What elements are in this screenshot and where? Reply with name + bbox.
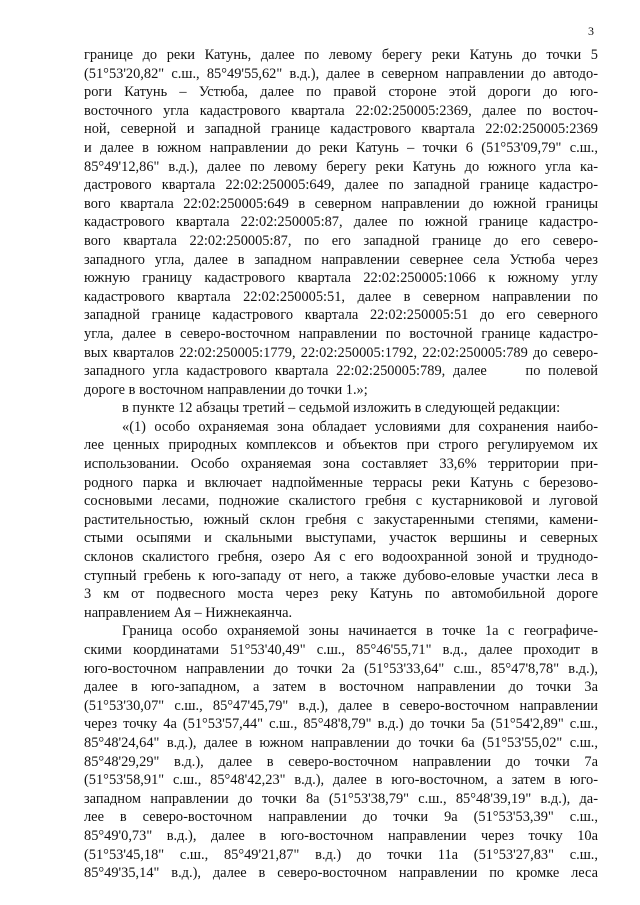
page-number: 3: [588, 24, 594, 38]
text-line: стыми осыпями и скальными выступами, участок вершины и северных: [84, 530, 598, 547]
text-line: вого квартала 22:02:250005:649 в северном направлении до южной границы: [84, 195, 598, 212]
text-line: угла, далее в северо-восточном направлении по восточной границе кадастро-: [84, 325, 598, 342]
text-line: растительностью, южный склон гребня с закустаренными степями, камени-: [84, 511, 598, 528]
text-line: границе до реки Катунь, далее по левому берегу реки Катунь до точки 5: [84, 47, 598, 63]
paragraph: [84, 399, 598, 418]
text-line: и далее в южном направлении до реки Катунь – точки 6 (51°53'09,79" с.ш.,: [84, 139, 598, 156]
text-line: дастрового квартала 22:02:250005:649, далее по западной границе кадастро-: [84, 177, 598, 194]
text-line: западного угла, далее в западном направлении севернее села Устюба через: [84, 251, 598, 268]
text-line: использовании. Особо охраняемая зона составляет 33,6% территории при-: [84, 456, 598, 473]
text-line: (51°53'58,91" с.ш., 85°48'42,23" в.д.), далее в юго-восточном, а затем в юго-: [84, 772, 598, 789]
text-line: (51°53'20,82" с.ш., 85°49'55,62" в.д.), далее в северном направлении до автодо-: [84, 65, 598, 82]
paragraph: [84, 622, 598, 882]
text-line: восточного угла кадастрового квартала 22:02:250005:2369, далее по восточ-: [84, 102, 598, 119]
document-body: [84, 46, 598, 883]
text-line: сосновыми лесами, подножие скалистого гребня с кустарниковой и луговой: [84, 493, 598, 510]
text-line: вых кварталов 22:02:250005:1779, 22:02:250005:1792, 22:02:250005:789 до северо-: [84, 344, 598, 361]
text-line: лее ценных природных комплексов и объектов при строго регулируемом их: [84, 437, 598, 454]
text-line: 85°49'0,73" в.д.), далее в юго-восточном направлении через точку 10а: [84, 827, 598, 844]
text-line: (51°53'45,18" с.ш., 85°49'21,87" в.д.) до точки 11а (51°53'27,83" с.ш.,: [84, 846, 598, 863]
text-line: 85°49'12,86" в.д.), далее по левому берегу реки Катунь до южного угла ка-: [84, 158, 598, 175]
text-line: (51°53'30,07" с.ш., 85°47'45,79" в.д.), далее в северо-восточном направлении: [84, 697, 598, 714]
text-line: 3 км от подвесного моста через реку Катунь по автомобильной дороге: [84, 586, 598, 603]
text-line: вого квартала 22:02:250005:87, по его западной границе до его северо-: [84, 232, 598, 249]
text-line: кадастрового квартала 22:02:250005:51, далее в северном направлении по: [84, 288, 598, 305]
text-line: западного угла кадастрового квартала 22:02:250005:789, далее по полевой: [84, 363, 598, 380]
text-line: роги Катунь – Устюба, далее по правой стороне этой дороги до юго-: [84, 84, 598, 101]
text-line: в пункте 12 абзацы третий – седьмой изложить в следующей редакции:: [122, 400, 561, 417]
text-line: лее в северо-восточном направлении до точки 9а (51°53'53,39" с.ш.,: [84, 809, 598, 826]
text-line: 85°49'35,14" в.д.), далее в северо-восточном направлении по кромке леса: [84, 865, 598, 882]
text-line: юго-восточном направлении до точки 2а (51°53'33,64" с.ш., 85°47'8,78" в.д.),: [84, 660, 598, 677]
text-line: ступный гребень к юго-западу от него, а также дубово-еловые участки леса в: [84, 567, 598, 584]
text-line: «(1) особо охраняемая зона обладает условиями для сохранения наибо-: [122, 418, 598, 435]
text-line: ной, северной и западной границе кадастрового квартала 22:02:250005:2369: [84, 121, 598, 138]
text-line: склонов скалистого гребня, озеро Ая с его водоохранной зоной и труднодо-: [84, 549, 598, 566]
text-line: родного парка и включает надпойменные террасы реки Катунь с березово-: [84, 474, 598, 491]
text-line: далее в юго-западном, а затем в восточном направлении до точки 3а: [84, 679, 598, 696]
text-line: через точку 4а (51°53'57,44" с.ш., 85°48'8,79" в.д.) до точки 5а (51°54'2,89" с.ш.,: [84, 716, 598, 733]
text-line: направлением Ая – Нижнекаянча.: [84, 604, 293, 621]
text-line: 85°48'24,64" в.д.), далее в южном направлении до точки 6а (51°53'55,02" с.ш.,: [84, 734, 598, 751]
text-line: скими координатами 51°53'40,49" с.ш., 85°46'55,71" в.д., далее проходит в: [84, 642, 598, 658]
text-line: Граница особо охраняемой зоны начинается в точке 1а с географиче-: [122, 623, 598, 640]
text-line: западной границе кадастрового квартала 22:02:250005:51 до его северного: [84, 307, 598, 324]
text-line: 85°48'29,29" в.д.), далее в северо-восточном направлении до точки 7а: [84, 753, 598, 770]
text-line: дороге в восточном направлении до точки 1.»;: [84, 381, 368, 398]
text-line: кадастрового квартала 22:02:250005:87, далее по южной границе кадастро-: [84, 214, 598, 231]
text-line: южную границу кадастрового квартала 22:02:250005:1066 к южному углу: [84, 270, 598, 287]
paragraph: [84, 46, 598, 399]
paragraph: [84, 418, 598, 623]
text-line: западном направлении до точки 8а (51°53'38,79" с.ш., 85°48'39,19" в.д.), да-: [84, 790, 598, 807]
